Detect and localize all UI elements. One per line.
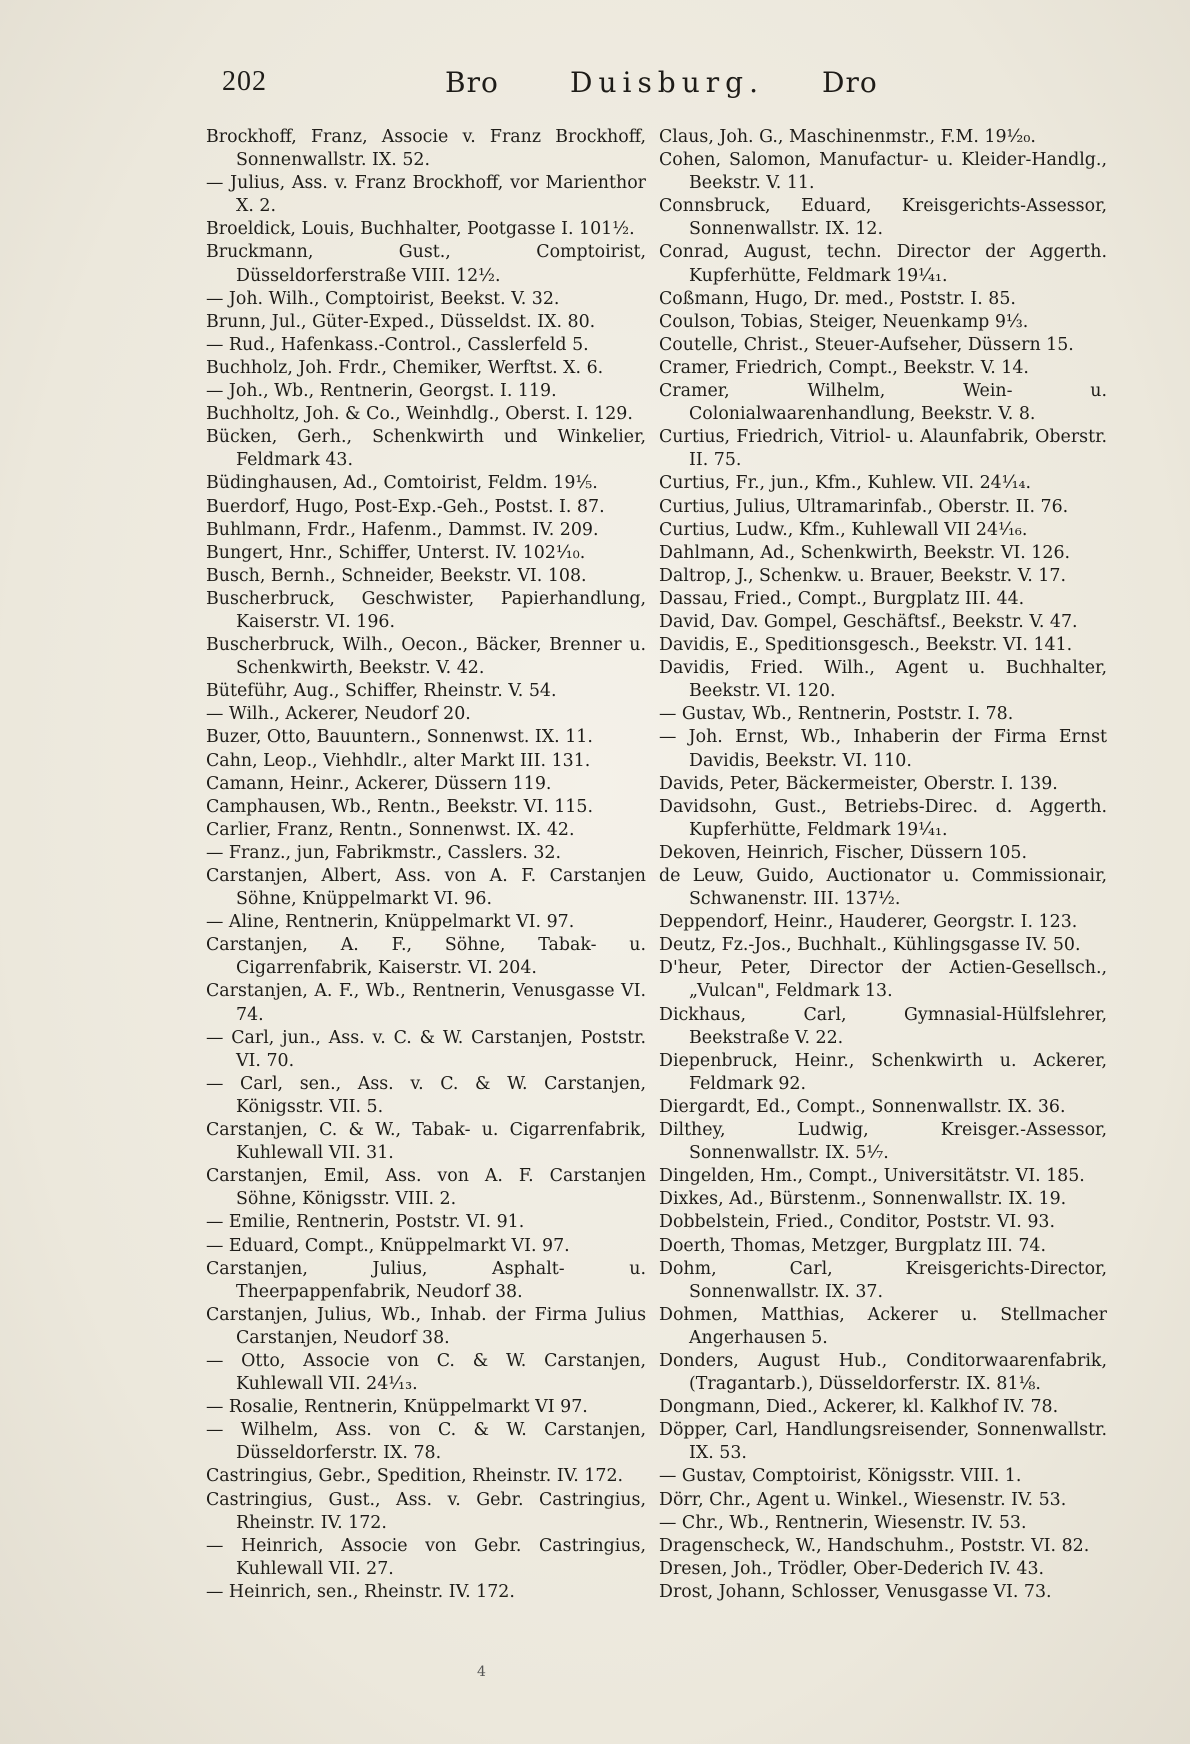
directory-entry: Davidis, Fried. Wilh., Agent u. Buchhalter, Beekstr. VI. 120. (659, 658, 1107, 702)
directory-entry: — Joh. Wilh., Comptoirist, Beekst. V. 32. (206, 288, 560, 309)
directory-entry: — Aline, Rentnerin, Knüppelmarkt VI. 97. (206, 912, 575, 933)
directory-entry: Buhlmann, Frdr., Hafenm., Dammst. IV. 209. (206, 519, 599, 540)
directory-entry: Deutz, Fz.-Jos., Buchhalt., Kühlingsgasse IV. 50. (659, 935, 1081, 956)
directory-entry: Castringius, Gebr., Spedition, Rheinstr. IV. 172. (206, 1466, 624, 1487)
directory-entry: Curtius, Ludw., Kfm., Kuhlewall VII 24¹⁄₁₆. (659, 519, 1028, 540)
directory-entry: Curtius, Julius, Ultramarinfab., Oberstr. II. 76. (659, 496, 1069, 517)
directory-entry: Carstanjen, Albert, Ass. von A. F. Carstanjen Söhne, Knüppelmarkt VI. 96. (206, 866, 646, 910)
directory-entry: — Rosalie, Rentnerin, Knüppelmarkt VI 97. (206, 1397, 588, 1418)
directory-entry: Davidsohn, Gust., Betriebs-Direc. d. Aggerth. Kupferhütte, Feldmark 19¹⁄₄₁. (659, 796, 1107, 840)
directory-entry: — Franz., jun, Fabrikmstr., Casslers. 32. (206, 842, 561, 863)
directory-entry: Claus, Joh. G., Maschinenmstr., F.M. 19¹⁄₂₀. (659, 127, 1036, 147)
directory-entry: Cramer, Friedrich, Compt., Beekstr. V. 14. (659, 357, 1029, 378)
directory-entry: Dobbelstein, Fried., Conditor, Poststr. VI. 93. (659, 1212, 1055, 1233)
directory-entry: — Heinrich, sen., Rheinstr. IV. 172. (206, 1581, 515, 1602)
directory-entry: — Chr., Wb., Rentnerin, Wiesenstr. IV. 53. (659, 1512, 1027, 1533)
directory-entry: Dassau, Fried., Compt., Burgplatz III. 44. (659, 588, 1025, 609)
directory-entry: — Julius, Ass. v. Franz Brockhoff, vor Marienthor X. 2. (206, 173, 646, 217)
page-header (0, 66, 1190, 106)
directory-entry: Coulson, Tobias, Steiger, Neuenkamp 9⅓. (659, 311, 1029, 332)
footer-mark: 4 (477, 1664, 486, 1680)
city-title: Duisburg. (570, 66, 764, 99)
directory-entry: Dresen, Joh., Trödler, Ober-Dederich IV. 43. (659, 1558, 1045, 1579)
left-guide-word: Bro (445, 66, 499, 99)
directory-entry: Döpper, Carl, Handlungsreisender, Sonnenwallstr. IX. 53. (659, 1420, 1107, 1464)
directory-entry: Curtius, Friedrich, Vitriol- u. Alaunfabrik, Oberstr. II. 75. (659, 427, 1107, 471)
directory-entry: Dilthey, Ludwig, Kreisger.-Assessor, Sonnenwallstr. IX. 5¹⁄₇. (659, 1120, 1107, 1164)
directory-entry: Coutelle, Christ., Steuer-Aufseher, Düssern 15. (659, 334, 1074, 355)
directory-entry: Busch, Bernh., Schneider, Beekstr. VI. 108. (206, 565, 587, 586)
directory-entry: Camann, Heinr., Ackerer, Düssern 119. (206, 773, 552, 794)
directory-entry: Daltrop, J., Schenkw. u. Brauer, Beekstr. V. 17. (659, 565, 1066, 586)
directory-entry: Carstanjen, Emil, Ass. von A. F. Carstanjen Söhne, Königsstr. VIII. 2. (206, 1166, 646, 1210)
directory-entry: Davids, Peter, Bäckermeister, Oberstr. I. 139. (659, 773, 1058, 794)
directory-entry: Bücken, Gerh., Schenkwirth und Winkelier, Feldmark 43. (206, 427, 646, 471)
directory-entry: Dahlmann, Ad., Schenkwirth, Beekstr. VI. 126. (659, 542, 1071, 563)
directory-entry: Davidis, E., Speditionsgesch., Beekstr. VI. 141. (659, 635, 1073, 656)
directory-entry: Dörr, Chr., Agent u. Winkel., Wiesenstr. IV. 53. (659, 1489, 1067, 1510)
directory-entry: Curtius, Fr., jun., Kfm., Kuhlew. VII. 24¹⁄₁₄. (659, 473, 1032, 494)
directory-entry: Buerdorf, Hugo, Post-Exp.-Geh., Postst. I. 87. (206, 496, 605, 517)
directory-entry: Dohmen, Matthias, Ackerer u. Stellmacher Angerhausen 5. (659, 1304, 1107, 1348)
directory-entry: — Joh. Ernst, Wb., Inhaberin der Firma Ernst Davidis, Beekstr. VI. 110. (659, 727, 1107, 771)
directory-entry: Carstanjen, A. F., Söhne, Tabak- u. Cigarrenfabrik, Kaiserstr. VI. 204. (206, 935, 646, 979)
directory-entry: Büdinghausen, Ad., Comtoirist, Feldm. 19⅕. (206, 473, 598, 494)
directory-entry: Doerth, Thomas, Metzger, Burgplatz III. 74. (659, 1235, 1046, 1256)
directory-entry: — Carl, jun., Ass. v. C. & W. Carstanjen, Poststr. VI. 70. (206, 1027, 646, 1071)
directory-entry: Camphausen, Wb., Rentn., Beekstr. VI. 115. (206, 796, 593, 817)
directory-entry: Bungert, Hnr., Schiffer, Unterst. IV. 102⅒. (206, 542, 586, 563)
directory-entry: Bruckmann, Gust., Comptoirist, Düsseldorferstraße VIII. 12½. (206, 242, 646, 286)
directory-entry: Carstanjen, Julius, Asphalt- u. Theerpappenfabrik, Neudorf 38. (206, 1258, 646, 1302)
directory-entry: — Wilhelm, Ass. von C. & W. Carstanjen, Düsseldorferstr. IX. 78. (206, 1420, 646, 1464)
directory-entry: — Heinrich, Associe von Gebr. Castringius, Kuhlewall VII. 27. (206, 1535, 646, 1579)
directory-entry: — Carl, sen., Ass. v. C. & W. Carstanjen, Königsstr. VII. 5. (206, 1073, 646, 1117)
directory-entry: Carstanjen, C. & W., Tabak- u. Cigarrenfabrik, Kuhlewall VII. 31. (206, 1120, 646, 1164)
directory-entry: Donders, August Hub., Conditorwaarenfabrik, (Tragantarb.), Düsseldorferstr. IX. 81⅛. (659, 1350, 1107, 1395)
directory-entry: Dohm, Carl, Kreisgerichts-Director, Sonnenwallstr. IX. 37. (659, 1258, 1107, 1302)
directory-entry: Cahn, Leop., Viehhdlr., alter Markt III. 131. (206, 750, 591, 771)
directory-entry: Castringius, Gust., Ass. v. Gebr. Castringius, Rheinstr. IV. 172. (206, 1489, 646, 1533)
directory-entry: Dingelden, Hm., Compt., Universitätstr. VI. 185. (659, 1166, 1085, 1187)
directory-entry: D'heur, Peter, Director der Actien-Gesellsch., „Vulcan", Feldmark 13. (659, 958, 1107, 1002)
right-guide-word: Dro (822, 66, 878, 99)
directory-entry: Dixkes, Ad., Bürstenm., Sonnenwallstr. IX. 19. (659, 1189, 1067, 1210)
left-column (206, 126, 646, 1604)
directory-entry: Drost, Johann, Schlosser, Venusgasse VI. 73. (659, 1581, 1052, 1602)
directory-entry: Diergardt, Ed., Compt., Sonnenwallstr. IX. 36. (659, 1096, 1066, 1117)
directory-entry: — Joh., Wb., Rentnerin, Georgst. I. 119. (206, 381, 557, 402)
directory-entry: Dragenscheck, W., Handschuhm., Poststr. VI. 82. (659, 1535, 1090, 1556)
directory-entry: Buscherbruck, Wilh., Oecon., Bäcker, Brenner u. Schenkwirth, Beekstr. V. 42. (206, 635, 646, 679)
directory-entry: Broeldick, Louis, Buchhalter, Pootgasse I. 101½. (206, 219, 635, 240)
directory-entry: Coßmann, Hugo, Dr. med., Poststr. I. 85. (659, 288, 1016, 309)
directory-entry: Diepenbruck, Heinr., Schenkwirth u. Ackerer, Feldmark 92. (659, 1050, 1107, 1094)
directory-entry: — Gustav, Wb., Rentnerin, Poststr. I. 78. (659, 704, 1014, 725)
directory-entry: Buchholz, Joh. Frdr., Chemiker, Werftst. X. 6. (206, 357, 604, 378)
right-column (659, 126, 1107, 1604)
directory-entry: Brockhoff, Franz, Associe v. Franz Brockhoff, Sonnenwallstr. IX. 52. (206, 127, 646, 171)
directory-entry: — Rud., Hafenkass.-Control., Casslerfeld 5. (206, 334, 589, 355)
directory-entry: Cramer, Wilhelm, Wein- u. Colonialwaarenhandlung, Beekstr. V. 8. (659, 381, 1107, 425)
directory-entry: Deppendorf, Heinr., Hauderer, Georgstr. I. 123. (659, 912, 1078, 933)
directory-entry: Brunn, Jul., Güter-Exped., Düsseldst. IX. 80. (206, 311, 596, 332)
directory-entry: Conrad, August, techn. Director der Aggerth. Kupferhütte, Feldmark 19¹⁄₄₁. (659, 242, 1107, 286)
directory-entry: Carstanjen, Julius, Wb., Inhab. der Firma Julius Carstanjen, Neudorf 38. (206, 1304, 646, 1348)
directory-entry: Carlier, Franz, Rentn., Sonnenwst. IX. 42. (206, 819, 575, 840)
directory-entry: — Otto, Associe von C. & W. Carstanjen, Kuhlewall VII. 24¹⁄₁₃. (206, 1350, 646, 1395)
directory-entry: Cohen, Salomon, Manufactur- u. Kleider-Handlg., Beekstr. V. 11. (659, 150, 1107, 194)
directory-entry: — Eduard, Compt., Knüppelmarkt VI. 97. (206, 1235, 570, 1256)
directory-entry: Buscherbruck, Geschwister, Papierhandlung, Kaiserstr. VI. 196. (206, 588, 646, 632)
directory-entry: Carstanjen, A. F., Wb., Rentnerin, Venusgasse VI. 74. (206, 981, 646, 1025)
directory-entry: Buzer, Otto, Bauuntern., Sonnenwst. IX. 11. (206, 727, 593, 748)
page-number: 202 (222, 66, 267, 97)
directory-entry: Dekoven, Heinrich, Fischer, Düssern 105. (659, 842, 1027, 863)
directory-entry: — Emilie, Rentnerin, Poststr. VI. 91. (206, 1212, 525, 1233)
directory-entry: Dickhaus, Carl, Gymnasial-Hülfslehrer, Beekstraße V. 22. (659, 1004, 1107, 1048)
directory-entry: Buchholtz, Joh. & Co., Weinhdlg., Oberst. I. 129. (206, 404, 633, 425)
directory-entry: Connsbruck, Eduard, Kreisgerichts-Assessor, Sonnenwallstr. IX. 12. (659, 196, 1107, 240)
directory-entry: de Leuw, Guido, Auctionator u. Commissionair, Schwanenstr. III. 137½. (659, 866, 1107, 910)
directory-entry: — Gustav, Comptoirist, Königsstr. VIII. 1. (659, 1466, 1022, 1487)
directory-entry: — Wilh., Ackerer, Neudorf 20. (206, 704, 471, 725)
directory-entry: Dongmann, Died., Ackerer, kl. Kalkhof IV. 78. (659, 1397, 1059, 1418)
directory-entry: David, Dav. Gompel, Geschäftsf., Beekstr. V. 47. (659, 611, 1078, 632)
directory-entry: Büteführ, Aug., Schiffer, Rheinstr. V. 54. (206, 681, 557, 702)
